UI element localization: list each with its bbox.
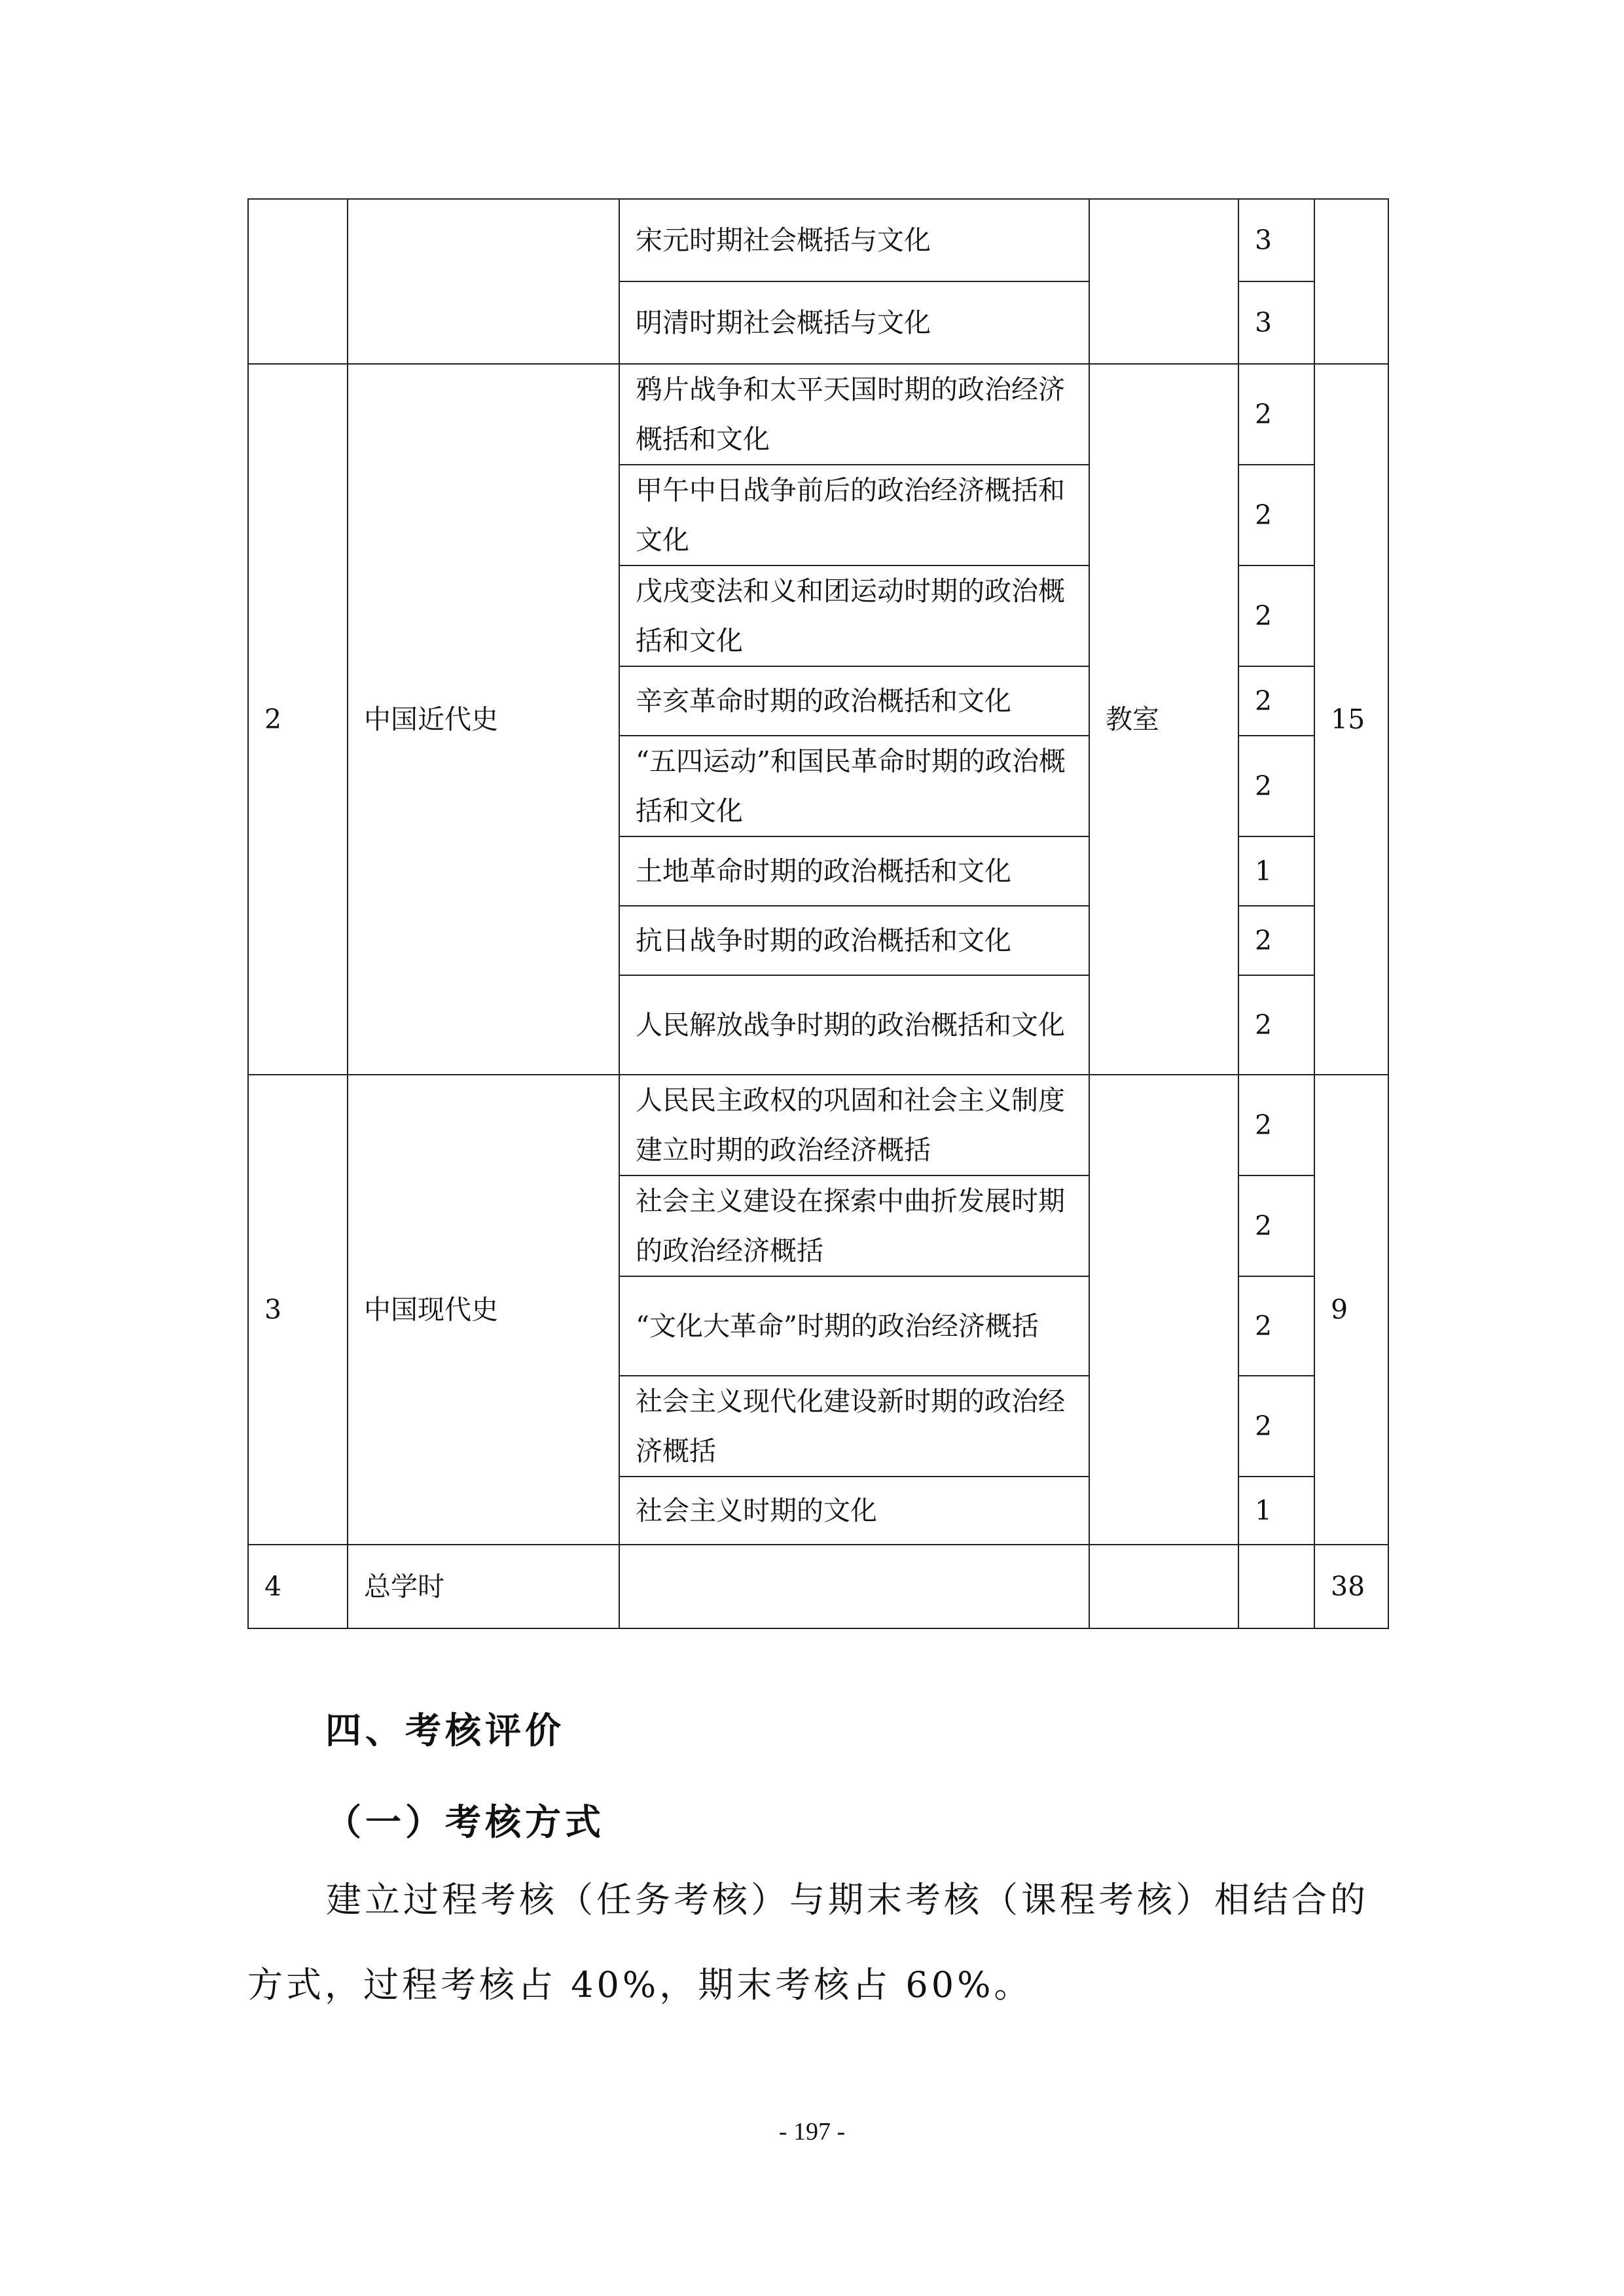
topic-cell: “文化大革命”时期的政治经济概括 — [619, 1276, 1089, 1376]
topic-cell: “五四运动”和国民革命时期的政治概括和文化 — [619, 736, 1089, 836]
hours-cell: 2 — [1238, 1276, 1314, 1376]
hours-cell — [1238, 1545, 1314, 1628]
total-cell: 9 — [1314, 1075, 1388, 1545]
module-cell: 总学时 — [348, 1545, 619, 1628]
row-number-cell: 4 — [248, 1545, 348, 1628]
body-paragraph — [247, 1857, 1388, 2028]
hours-cell: 2 — [1238, 1376, 1314, 1477]
module-cell — [348, 199, 619, 364]
topic-cell: 鸦片战争和太平天国时期的政治经济概括和文化 — [619, 364, 1089, 465]
topic-cell: 甲午中日战争前后的政治经济概括和文化 — [619, 465, 1089, 565]
hours-cell: 2 — [1238, 565, 1314, 666]
topic-cell: 社会主义现代化建设新时期的政治经济概括 — [619, 1376, 1089, 1477]
topic-cell: 明清时期社会概括与文化 — [619, 281, 1089, 364]
page-number: - 197 - — [778, 2118, 846, 2145]
topic-cell: 社会主义建设在探索中曲折发展时期的政治经济概括 — [619, 1175, 1089, 1276]
topic-cell: 宋元时期社会概括与文化 — [619, 199, 1089, 281]
hours-cell: 2 — [1238, 736, 1314, 836]
hours-cell: 3 — [1238, 199, 1314, 281]
section-subheading: （一）考核方式 — [325, 1801, 605, 1843]
total-cell: 38 — [1314, 1545, 1388, 1628]
topic-cell: 抗日战争时期的政治概括和文化 — [619, 906, 1089, 975]
hours-cell: 1 — [1238, 1477, 1314, 1545]
place-cell — [1089, 1545, 1238, 1628]
hours-cell: 2 — [1238, 975, 1314, 1075]
table-row — [248, 1075, 1388, 1175]
hours-cell: 2 — [1238, 465, 1314, 565]
row-number-cell: 3 — [248, 1075, 348, 1545]
hours-cell: 3 — [1238, 281, 1314, 364]
topic-cell — [619, 1545, 1089, 1628]
hours-cell: 2 — [1238, 1075, 1314, 1175]
hours-cell: 2 — [1238, 906, 1314, 975]
row-number-cell: 2 — [248, 364, 348, 1075]
hours-cell: 1 — [1238, 836, 1314, 906]
module-cell: 中国现代史 — [348, 1075, 619, 1545]
topic-cell: 人民解放战争时期的政治概括和文化 — [619, 975, 1089, 1075]
hours-cell: 2 — [1238, 1175, 1314, 1276]
total-cell — [1314, 199, 1388, 364]
total-cell: 15 — [1314, 364, 1388, 1075]
topic-cell: 辛亥革命时期的政治概括和文化 — [619, 666, 1089, 736]
course-hours-table — [247, 198, 1389, 1629]
table-row — [248, 1545, 1388, 1628]
table-row — [248, 364, 1388, 465]
place-cell — [1089, 1075, 1238, 1545]
section-heading: 四、考核评价 — [325, 1710, 566, 1751]
place-cell — [1089, 199, 1238, 364]
topic-cell: 土地革命时期的政治概括和文化 — [619, 836, 1089, 906]
hours-cell: 2 — [1238, 364, 1314, 465]
row-number-cell — [248, 199, 348, 364]
table-row — [248, 199, 1388, 281]
hours-cell: 2 — [1238, 666, 1314, 736]
topic-cell: 戊戌变法和义和团运动时期的政治概括和文化 — [619, 565, 1089, 666]
place-cell: 教室 — [1089, 364, 1238, 1075]
module-cell: 中国近代史 — [348, 364, 619, 1075]
topic-cell: 人民民主政权的巩固和社会主义制度建立时期的政治经济概括 — [619, 1075, 1089, 1175]
paragraph-text: 建立过程考核（任务考核）与期末考核（课程考核）相结合的方式，过程考核占 40%，期末考核占 60%。 — [247, 1879, 1369, 2005]
topic-cell: 社会主义时期的文化 — [619, 1477, 1089, 1545]
